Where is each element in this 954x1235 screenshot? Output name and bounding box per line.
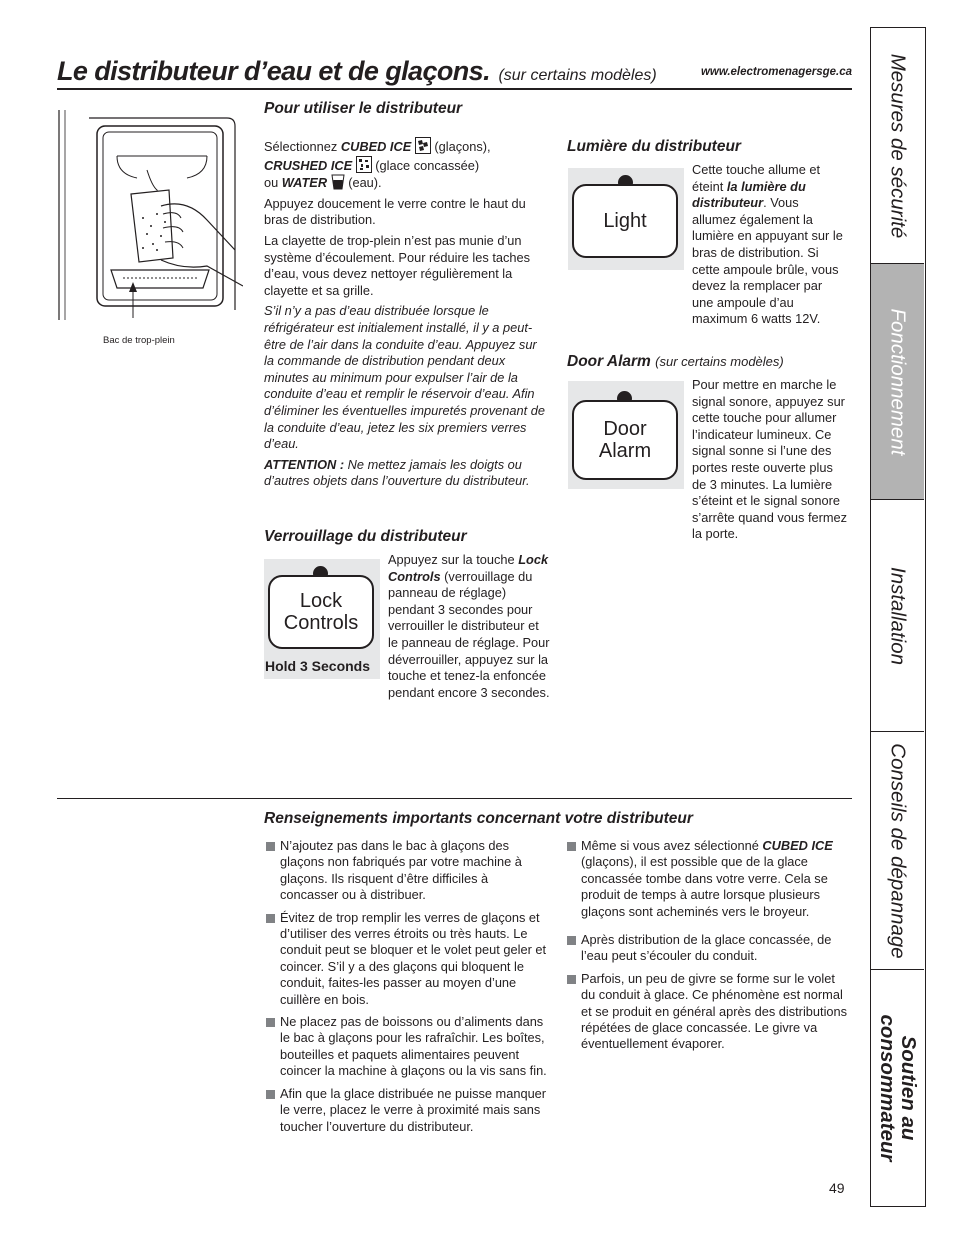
list-item: N’ajoutez pas dans le bac à glaçons des glaçons non fabriqués par votre machine à glaçons. Ils risquent d’être difficiles à concasser ou à distribuer. — [264, 838, 549, 904]
tab-installation[interactable] — [871, 500, 924, 732]
list-item: Évitez de trop remplir les verres de glaçons et d’utiliser des verres étroits ou très hauts. Le conduit peut se bloquer et le volet peut geler et coincer. S’il y a des glaçons qui bloquent le conduit, faites-les passer au moyen d’une cuillère en bois. — [264, 910, 549, 1008]
section-tabs — [870, 27, 926, 1207]
attention-paragraph: ATTENTION : Ne mettez jamais les doigts ou d’autres objets dans l’ouverture du distributeur. — [264, 456, 530, 489]
use-paragraph-4: S’il n’y a pas d’eau distribuée lorsque le réfrigérateur est initialement installé, il y a peut-être de l’air dans la conduite d’eau. Appuyez sur la commande de distribution pendant deux minutes au minimum pour expulser l’air de la conduite d’eau et remplir le réservoir d’eau. Afin d’éliminer les éventuelles impuretés provenant de la conduite d’eau, jetez les six premiers verres d’eau. — [264, 303, 545, 452]
list-item: Après distribution de la glace concassée, de l’eau peut s’écouler du conduit. — [565, 932, 850, 965]
door-alarm-button[interactable]: Door Alarm — [572, 400, 678, 480]
tab-label: Fonctionnement — [886, 307, 909, 456]
lock-controls-button[interactable]: Lock Controls — [268, 575, 374, 649]
tab-fonctionnement[interactable] — [871, 264, 924, 500]
info-right-list — [565, 838, 850, 1059]
crushed-ice-label: CRUSHED ICE — [264, 157, 353, 173]
info-heading: Renseignements importants concernant votre distributeur — [264, 810, 693, 827]
door-alarm-panel — [568, 381, 684, 489]
page-title: Le distributeur d’eau et de glaçons. — [57, 56, 490, 86]
cubed-ice-icon — [415, 137, 431, 154]
light-heading: Lumière du distributeur — [567, 138, 741, 155]
list-item: Afin que la glace distribuée ne puisse manquer le verre, placez le verre à proximité mais sans toucher l’ouverture du distributeur. — [264, 1086, 549, 1135]
list-item: Ne placez pas de boissons ou d’aliments dans le bac à glaçons pour les rafraîchir. Les boîtes, bouteilles et paquets alimentaires peuvent coincer la machine à glaçons ou la vis sans fin. — [264, 1014, 549, 1080]
tab-label: Soutien au consommateur — [875, 1014, 920, 1161]
tab-label: Mesures de sécurité — [886, 53, 909, 238]
hold-3-seconds-label: Hold 3 Seconds — [265, 658, 371, 674]
tab-label: Conseils de dépannage — [886, 742, 909, 959]
tab-soutien-au-consommateur[interactable] — [871, 970, 924, 1205]
door-alarm-description: Pour mettre en marche le signal sonore, appuyez sur cette touche pour allumer l’indicateur lumineux. Ce signal sonne si l’une des portes reste ouverte plus de 3 minutes. La lumière s’éteint et le signal sonore s’arrête quand vous fermez la porte. — [692, 377, 848, 542]
bullet-square — [567, 936, 576, 945]
use-paragraph-3: La clayette de trop-plein n’est pas munie d’un système d’écoulement. Pour réduire les taches d’eau, vous devez nettoyer régulièrement la clayette et sa grille. — [264, 232, 531, 298]
list-item: Parfois, un peu de givre se forme sur le volet du conduit à glace. Ce phénomène est normal et se produit en général après des distributions répétées de glace concassée. Le givre va éventuellement évaporer. — [565, 971, 850, 1053]
dispenser-illustration — [57, 110, 243, 325]
crushed-ice-icon — [356, 156, 372, 173]
bullet-square — [266, 1090, 275, 1099]
use-section — [264, 137, 546, 494]
page-title-bar — [57, 56, 852, 90]
light-description: Cette touche allume et éteint la lumière du distributeur. Vous allumez également la lumière en appuyant sur le bras de distribution. Si cette ampoule brûle, vous devez la remplacer par une ampoule d’au maximum 6 watts 12V. — [692, 162, 843, 327]
bullet-square — [266, 914, 275, 923]
tab-mesures-de-securite[interactable] — [871, 28, 924, 264]
lock-description: Appuyez sur la touche Lock Controls (verrouillage du panneau de réglage) pendant 3 secondes pour verrouiller le distributeur et le panneau de réglage. Pour déverrouiller, appuyez sur la touche et tenez-la enfoncée pendant encore 3 secondes. — [388, 552, 550, 700]
illustration-caption: Bac de trop-plein — [103, 335, 175, 346]
water-label: WATER — [281, 175, 328, 191]
info-left-list — [264, 838, 549, 1141]
select-paragraph: Sélectionnez CUBED ICE (glaçons), CRUSHED ICE (glace concassée) ou WATER (eau). — [264, 139, 491, 191]
list-item: Même si vous avez sélectionné CUBED ICE (glaçons), il est possible que de la glace concassée tombe dans votre verre. Cela se produit de temps à autre lorsque plusieurs glaçons sont acheminés vers le broyeur. — [565, 838, 850, 920]
cubed-ice-label: CUBED ICE — [340, 139, 412, 154]
bullet-square — [567, 975, 576, 984]
tab-conseils-de-depannage[interactable] — [871, 732, 924, 970]
water-glass-icon — [331, 174, 345, 190]
lock-heading: Verrouillage du distributeur — [264, 528, 467, 545]
website-link[interactable]: www.electromenagersge.ca — [700, 66, 852, 78]
use-paragraph-2: Appuyez doucement le verre contre le haut du bras de distribution. — [264, 195, 526, 228]
bullet-square — [266, 1018, 275, 1027]
tab-label: Installation — [886, 566, 909, 665]
light-button[interactable]: Light — [572, 184, 678, 258]
bullet-square — [266, 842, 275, 851]
section-divider — [57, 798, 852, 799]
page-subtitle: (sur certains modèles) — [498, 67, 657, 84]
bullet-square — [567, 842, 576, 851]
use-heading: Pour utiliser le distributeur — [264, 100, 463, 117]
page-number: 49 — [829, 1180, 845, 1196]
lock-controls-panel — [264, 559, 380, 679]
door-alarm-heading: Door Alarm (sur certains modèles) — [567, 353, 784, 370]
light-panel — [568, 168, 684, 270]
